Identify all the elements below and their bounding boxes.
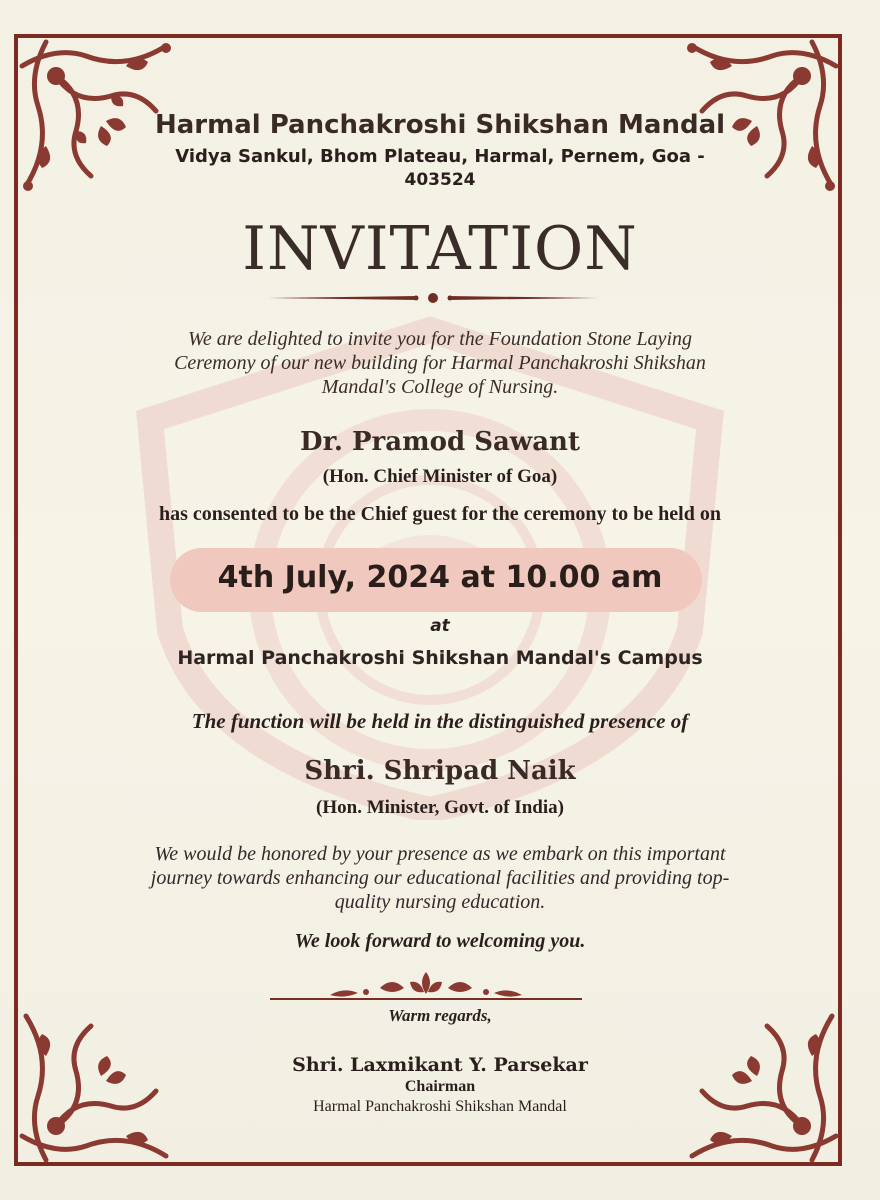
signatory-organization: Harmal Panchakroshi Shikshan Mandal xyxy=(313,1098,567,1115)
consent-text: has consented to be the Chief guest for the ceremony to be held on xyxy=(158,503,721,525)
chief-guest-name: Dr. Pramod Sawant xyxy=(300,427,580,457)
event-venue: Harmal Panchakroshi Shikshan Mandal's Campus xyxy=(177,647,703,669)
closing-line-2: journey towards enhancing our educational facilities and providing top- xyxy=(150,867,730,889)
closing-line-3: quality nursing education. xyxy=(334,891,546,913)
signatory-title: Chairman xyxy=(404,1078,476,1095)
intro-line-3: Mandal's College of Nursing. xyxy=(321,376,559,398)
invitation-title: INVITATION xyxy=(242,214,638,284)
address-line-2: 403524 xyxy=(404,170,476,190)
regards-text: Warm regards, xyxy=(388,1006,492,1025)
floral-flourish-icon xyxy=(270,968,582,1004)
intro-line-1: We are delighted to invite you for the Foundation Stone Laying xyxy=(188,328,692,350)
welcome-text: We look forward to welcoming you. xyxy=(294,930,586,952)
chief-guest-role: (Hon. Chief Minister of Goa) xyxy=(322,466,558,487)
divider-ornament-icon xyxy=(268,290,598,306)
address-line-1: Vidya Sankul, Bhom Plateau, Harmal, Pernem, Goa - xyxy=(175,146,705,167)
dignitary-name: Shri. Shripad Naik xyxy=(304,756,576,786)
closing-line-1: We would be honored by your presence as we embark on this important xyxy=(154,843,726,865)
signatory-name: Shri. Laxmikant Y. Parsekar xyxy=(292,1054,588,1076)
presence-text: The function will be held in the distinguished presence of xyxy=(191,709,689,733)
organization-name: Harmal Panchakroshi Shikshan Mandal xyxy=(154,110,726,140)
intro-line-2: Ceremony of our new building for Harmal Panchakroshi Shikshan xyxy=(174,352,706,374)
dignitary-role: (Hon. Minister, Govt. of India) xyxy=(316,797,564,818)
event-date-time: 4th July, 2024 at 10.00 am xyxy=(217,560,663,595)
event-at: at xyxy=(430,616,450,636)
